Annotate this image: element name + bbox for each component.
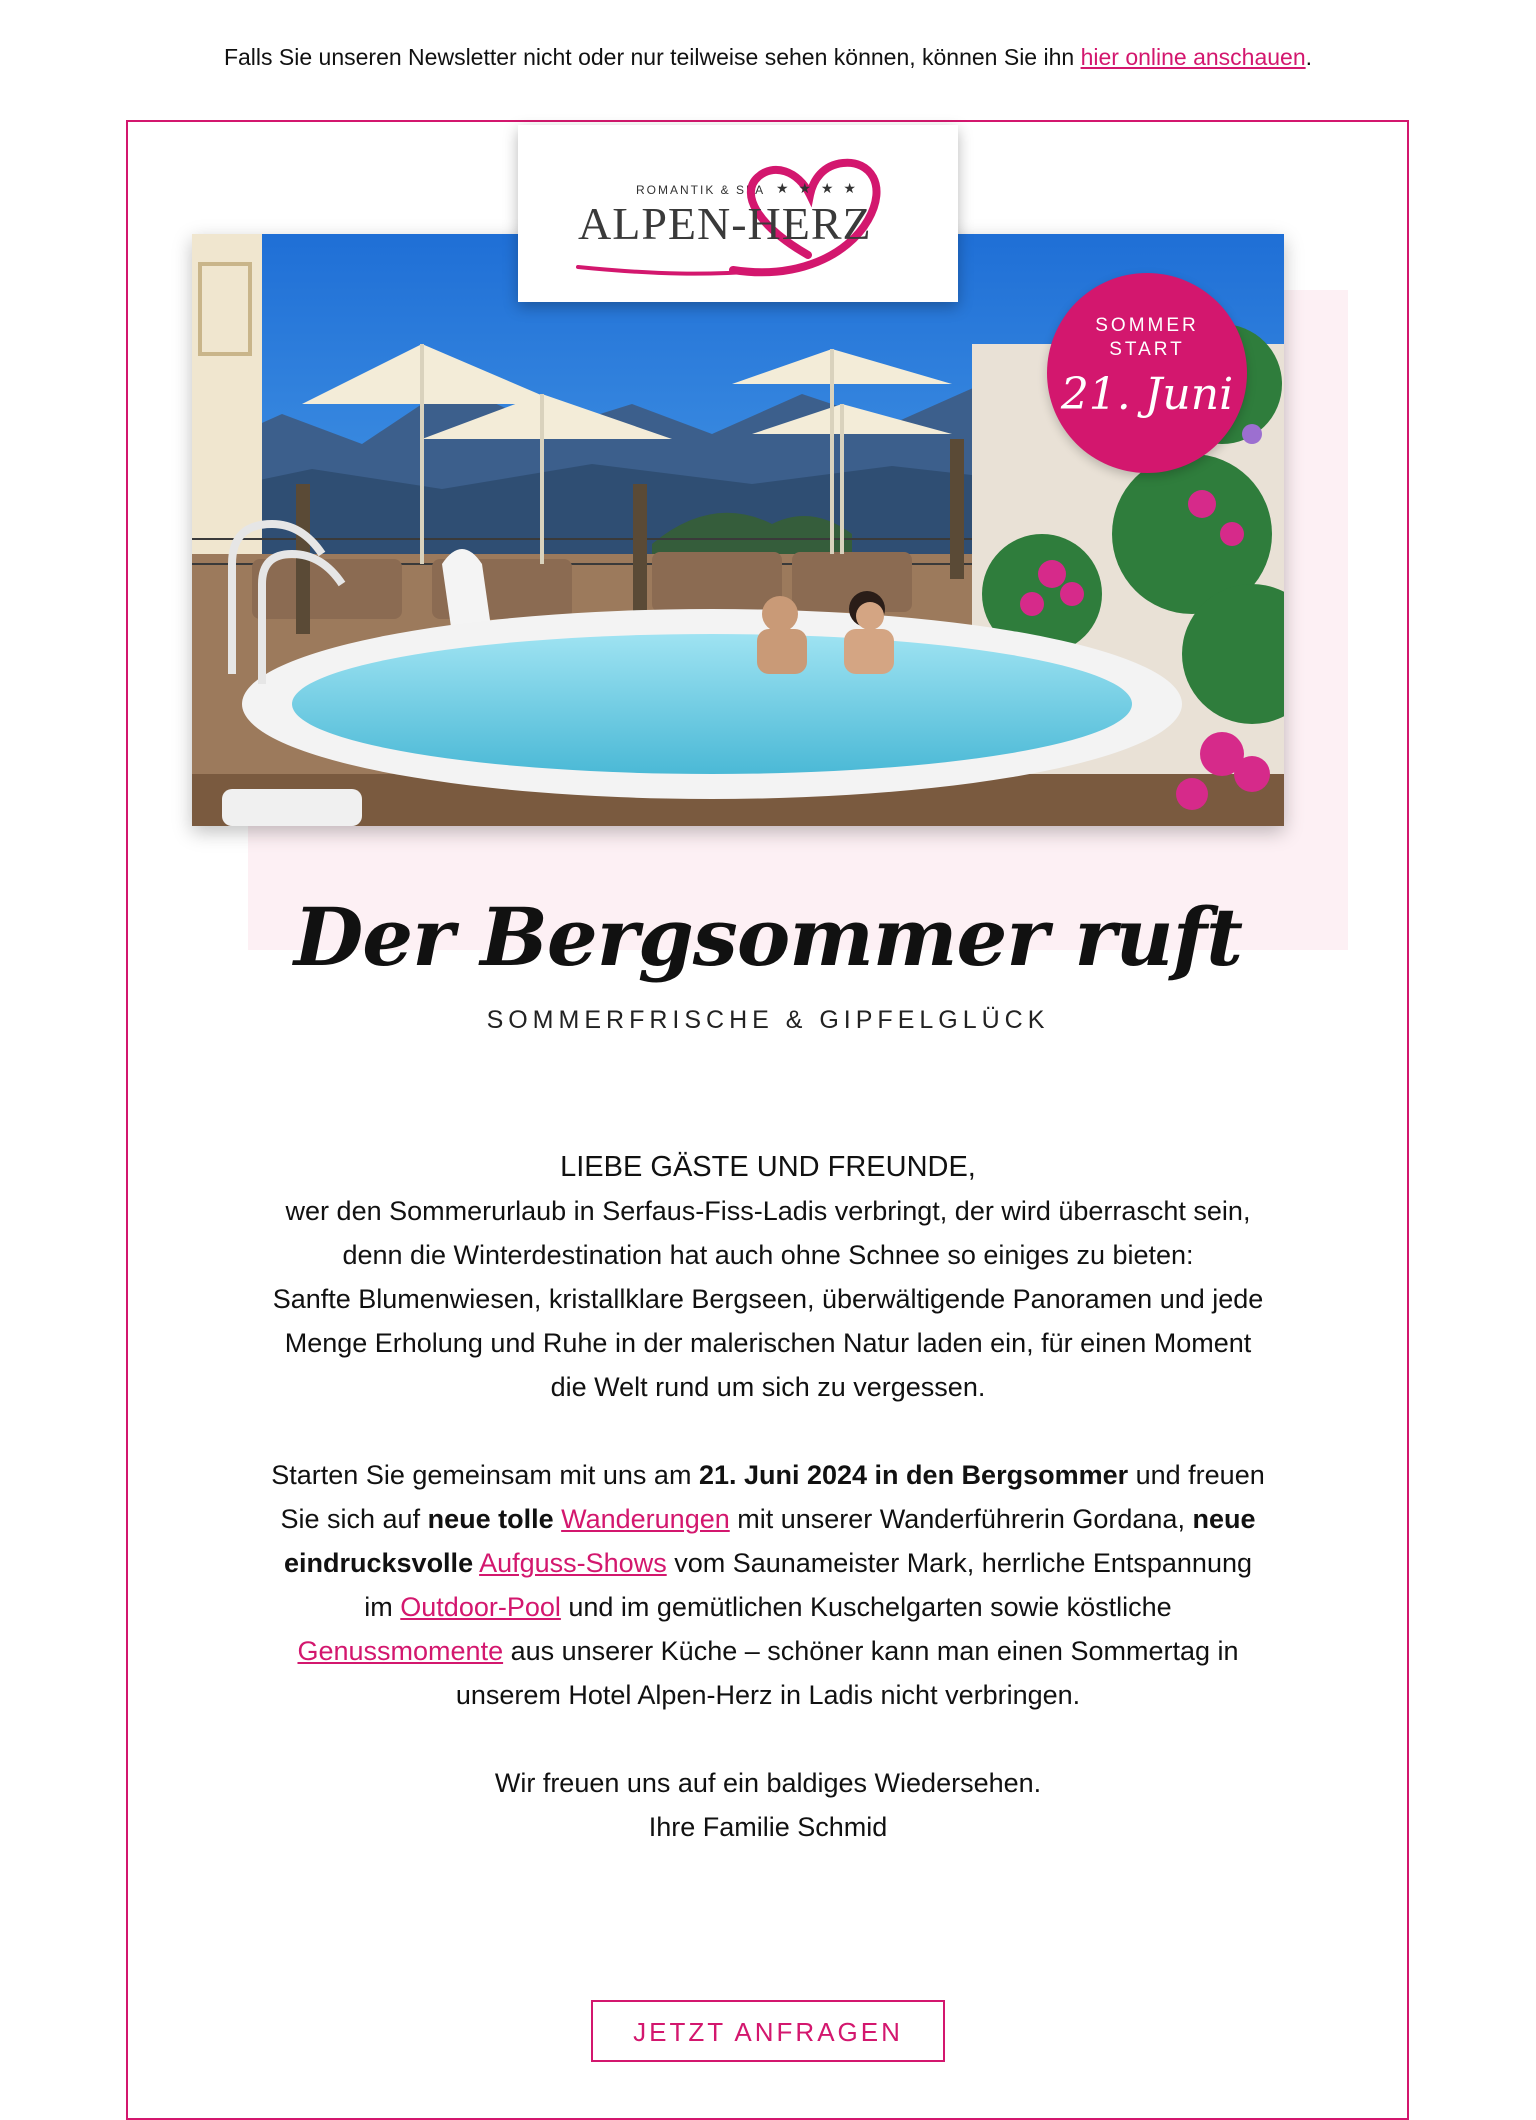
badge-date: 21. Juni — [1060, 369, 1234, 420]
link-outdoor-pool[interactable]: Outdoor-Pool — [400, 1592, 561, 1622]
badge-line1: SOMMER — [1095, 315, 1199, 336]
preheader — [0, 44, 1536, 71]
text-span: und freuen Sie sich auf — [280, 1460, 1265, 1534]
bold-text: neue eindrucksvolle — [284, 1504, 1256, 1578]
bold-date: 21. Juni 2024 in den Bergsommer — [698, 1460, 1129, 1490]
closing-line: Wir freuen uns auf ein baldiges Wiedersehen. — [494, 1768, 1042, 1798]
logo-tagline: ROMANTIK & SPA — [636, 183, 766, 197]
badge-line2: START — [1109, 339, 1185, 360]
logo-name: ALPEN-HERZ — [578, 198, 872, 249]
logo-box[interactable] — [518, 125, 958, 302]
paragraph-summer-start — [268, 1453, 1268, 1717]
paragraph-nature: Sanfte Blumenwiesen, kristallklare Bergseen, überwältigende Panoramen und jede Menge Erholung und Ruhe in der malerischen Natur laden ein, für einen Moment die Welt rund um sich zu vergessen. — [272, 1284, 1264, 1402]
body-text — [268, 1145, 1268, 1849]
text-span: Starten Sie gemeinsam mit uns am — [271, 1460, 699, 1490]
link-aufguss-shows[interactable]: Aufguss-Shows — [479, 1548, 667, 1578]
logo-stars: ★ ★ ★ ★ — [776, 180, 859, 196]
link-genussmomente[interactable]: Genussmomente — [297, 1636, 504, 1666]
online-view-link[interactable]: hier online anschauen — [1080, 44, 1306, 70]
subheadline: SOMMERFRISCHE & GIPFELGLÜCK — [486, 1006, 1050, 1034]
preheader-text: Falls Sie unseren Newsletter nicht oder nur teilweise sehen können, können Sie ihn — [223, 44, 1081, 70]
headline: Der Bergsommer ruft — [293, 890, 1243, 984]
bold-text: neue tolle — [427, 1504, 554, 1534]
text-span: und im gemütlichen Kuschelgarten sowie köstliche — [560, 1592, 1172, 1622]
summer-start-badge — [1047, 273, 1247, 473]
text-span: aus unserer Küche – schöner kann man einen Sommertag in unserem Hotel Alpen-Herz in Ladis nicht verbringen. — [455, 1636, 1239, 1710]
text-span — [554, 1504, 562, 1534]
paragraph-intro: wer den Sommerurlaub in Serfaus-Fiss-Ladis verbringt, der wird überrascht sein, denn die Winterdestination hat auch ohne Schnee so einiges zu bieten: — [285, 1196, 1251, 1270]
text-span: mit unserer Wanderführerin Gordana, — [729, 1504, 1193, 1534]
link-wanderungen[interactable]: Wanderungen — [561, 1504, 730, 1534]
signature: Ihre Familie Schmid — [648, 1812, 888, 1842]
text-span: vom Saunameister Mark, herrliche Entspannung im — [364, 1548, 1252, 1622]
greeting: LIEBE GÄSTE UND FREUNDE, — [560, 1151, 976, 1183]
preheader-end: . — [1305, 44, 1313, 70]
inquire-button[interactable]: JETZT ANFRAGEN — [591, 2000, 945, 2062]
